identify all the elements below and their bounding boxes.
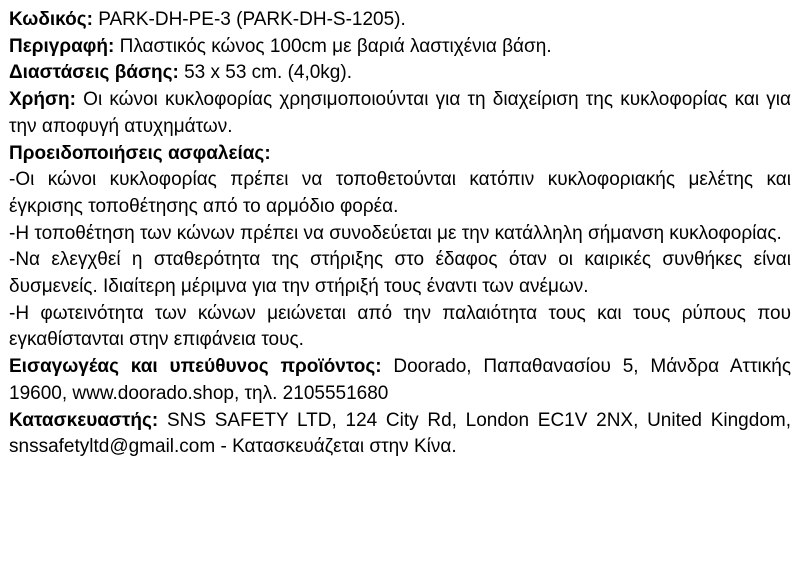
base-dimensions-value: 53 x 53 cm. (4,0kg).	[178, 62, 352, 84]
safety-warning-item: -Η φωτεινότητα των κώνων μειώνεται από την παλαιότητα τους και τους ρύπους που εγκαθίστανται στην επιφάνεια τους.	[9, 302, 791, 351]
base-dimensions-label: Διαστάσεις βάσης:	[9, 62, 179, 84]
usage-paragraph	[9, 87, 791, 140]
importer-value: Doorado, Παπαθανασίου 5, Μάνδρα Αττικής 19600, www.doorado.shop, τηλ. 2105551680	[9, 356, 791, 404]
usage-label: Χρήση:	[9, 89, 76, 111]
safety-warnings-heading: Προειδοποιήσεις ασφαλείας:	[9, 142, 271, 164]
importer-paragraph	[9, 354, 791, 407]
description-value: Πλαστικός κώνος 100cm με βαριά λαστιχένια βάση.	[114, 35, 552, 57]
product-code-label: Κωδικός:	[9, 9, 93, 30]
safety-warning-item: -Οι κώνοι κυκλοφορίας πρέπει να τοποθετούνται κατόπιν κυκλοφοριακής μελέτης και έγκρισης τοποθέτησης από το αρμόδιο φορέα.	[9, 169, 791, 217]
product-code-line	[9, 7, 791, 34]
importer-label: Εισαγωγέας και υπεύθυνος προϊόντος:	[9, 356, 382, 378]
safety-warning-item: -Να ελεγχθεί η σταθερότητα της στήριξης στο έδαφος όταν οι καιρικές συνθήκες είναι δυσμενείς. Ιδιαίτερη μέριμνα για την στήριξή τους έναντι των ανέμων.	[9, 249, 791, 298]
manufacturer-value: SNS SAFETY LTD, 124 City Rd, London EC1V 2NX, United Kingdom, snssafetyltd@gmail.com - Κατασκευάζεται στην Κίνα.	[9, 409, 791, 458]
safety-warning-item: -Η τοποθέτηση των κώνων πρέπει να συνοδεύεται με την κατάλληλη σήμανση κυκλοφορίας.	[9, 222, 782, 244]
manufacturer-label: Κατασκευαστής:	[9, 409, 159, 431]
product-code-value: PARK-DH-PE-3 (PARK-DH-S-1205).	[92, 9, 406, 30]
description-line	[9, 34, 791, 61]
base-dimensions-line	[9, 60, 791, 87]
product-info-document	[9, 7, 791, 461]
usage-value: Οι κώνοι κυκλοφορίας χρησιμοποιούνται για τη διαχείριση της κυκλοφορίας και για την αποφυγή ατυχημάτων.	[9, 89, 791, 137]
description-label: Περιγραφή:	[9, 35, 115, 57]
manufacturer-paragraph	[9, 408, 791, 461]
